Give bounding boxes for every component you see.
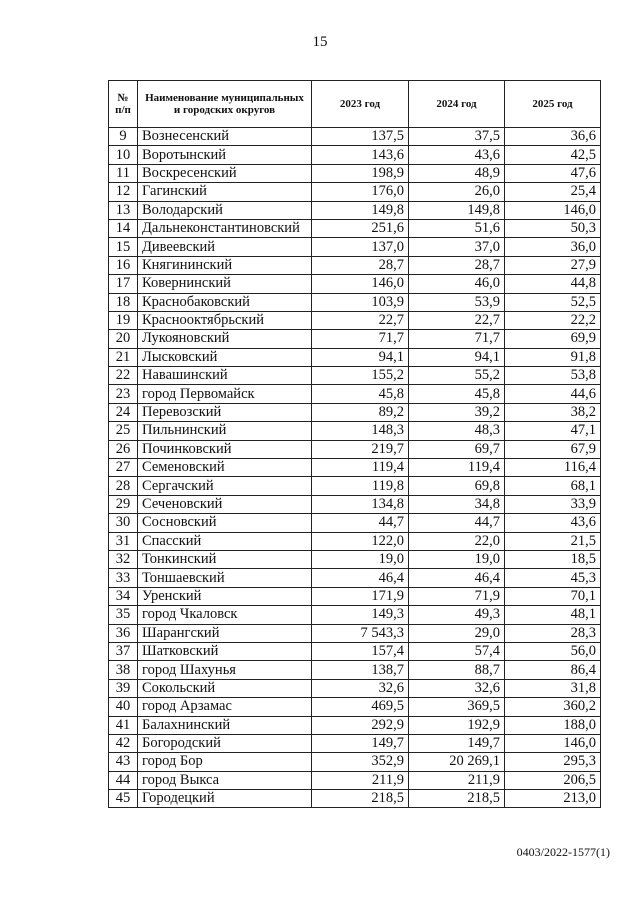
cell-2024: 119,4 — [409, 459, 505, 477]
cell-2025: 21,5 — [505, 532, 601, 550]
cell-2025: 295,3 — [505, 753, 601, 771]
cell-2025: 31,8 — [505, 679, 601, 697]
cell-2025: 45,3 — [505, 569, 601, 587]
cell-2023: 119,4 — [312, 459, 409, 477]
cell-2023: 149,8 — [312, 201, 409, 219]
table-row — [109, 146, 601, 164]
cell-name: город Первомайск — [138, 385, 312, 403]
cell-2025: 146,0 — [505, 201, 601, 219]
cell-2023: 149,3 — [312, 606, 409, 624]
cell-2023: 89,2 — [312, 403, 409, 421]
table-row — [109, 790, 601, 808]
page-number: 15 — [312, 34, 328, 50]
cell-2024: 45,8 — [409, 385, 505, 403]
cell-name: город Шахунья — [138, 661, 312, 679]
table-header-row — [109, 81, 601, 128]
cell-2024: 88,7 — [409, 661, 505, 679]
cell-2024: 19,0 — [409, 550, 505, 568]
cell-2025: 116,4 — [505, 459, 601, 477]
cell-2024: 149,7 — [409, 734, 505, 752]
cell-2025: 213,0 — [505, 790, 601, 808]
cell-num: 45 — [109, 790, 138, 808]
cell-2023: 137,5 — [312, 128, 409, 146]
cell-num: 15 — [109, 238, 138, 256]
cell-name: Володарский — [138, 201, 312, 219]
cell-name: Воротынский — [138, 146, 312, 164]
cell-num: 10 — [109, 146, 138, 164]
header-2024: 2024 год — [409, 81, 505, 128]
cell-2024: 211,9 — [409, 771, 505, 789]
document-code: 0403/2022-1577(1) — [516, 845, 610, 859]
cell-2025: 47,1 — [505, 422, 601, 440]
cell-2024: 39,2 — [409, 403, 505, 421]
table-row — [109, 201, 601, 219]
cell-2025: 44,6 — [505, 385, 601, 403]
cell-2023: 71,7 — [312, 330, 409, 348]
cell-2025: 67,9 — [505, 440, 601, 458]
cell-2023: 138,7 — [312, 661, 409, 679]
cell-name: Шатковский — [138, 642, 312, 660]
cell-2024: 57,4 — [409, 642, 505, 660]
cell-2024: 22,7 — [409, 311, 505, 329]
table-row — [109, 330, 601, 348]
cell-2023: 19,0 — [312, 550, 409, 568]
cell-name: Починковский — [138, 440, 312, 458]
cell-2023: 171,9 — [312, 587, 409, 605]
table-row — [109, 495, 601, 513]
cell-num: 11 — [109, 164, 138, 182]
cell-num: 22 — [109, 367, 138, 385]
table-row — [109, 771, 601, 789]
cell-name: Гагинский — [138, 183, 312, 201]
cell-2024: 69,7 — [409, 440, 505, 458]
cell-2023: 148,3 — [312, 422, 409, 440]
table-row — [109, 661, 601, 679]
cell-name: Балахнинский — [138, 716, 312, 734]
cell-num: 41 — [109, 716, 138, 734]
table-row — [109, 716, 601, 734]
cell-num: 19 — [109, 311, 138, 329]
cell-2025: 38,2 — [505, 403, 601, 421]
table-row — [109, 459, 601, 477]
cell-name: Лукояновский — [138, 330, 312, 348]
table-row — [109, 385, 601, 403]
cell-num: 33 — [109, 569, 138, 587]
cell-name: Сергачский — [138, 477, 312, 495]
cell-2024: 94,1 — [409, 348, 505, 366]
cell-num: 38 — [109, 661, 138, 679]
cell-2025: 70,1 — [505, 587, 601, 605]
table-row — [109, 183, 601, 201]
table-row — [109, 403, 601, 421]
cell-name: город Бор — [138, 753, 312, 771]
cell-2025: 68,1 — [505, 477, 601, 495]
cell-2024: 369,5 — [409, 698, 505, 716]
cell-2023: 28,7 — [312, 256, 409, 274]
cell-2023: 149,7 — [312, 734, 409, 752]
cell-2025: 360,2 — [505, 698, 601, 716]
cell-2024: 48,9 — [409, 164, 505, 182]
cell-num: 26 — [109, 440, 138, 458]
cell-num: 14 — [109, 219, 138, 237]
cell-2023: 157,4 — [312, 642, 409, 660]
cell-2023: 122,0 — [312, 532, 409, 550]
cell-2023: 134,8 — [312, 495, 409, 513]
table-row — [109, 311, 601, 329]
cell-2025: 36,0 — [505, 238, 601, 256]
cell-name: город Арзамас — [138, 698, 312, 716]
cell-num: 29 — [109, 495, 138, 513]
cell-2024: 71,7 — [409, 330, 505, 348]
table-row — [109, 293, 601, 311]
table-row — [109, 624, 601, 642]
cell-name: Тонкинский — [138, 550, 312, 568]
table-row — [109, 753, 601, 771]
cell-name: Богородский — [138, 734, 312, 752]
cell-num: 25 — [109, 422, 138, 440]
cell-2025: 42,5 — [505, 146, 601, 164]
header-2023: 2023 год — [312, 81, 409, 128]
cell-num: 36 — [109, 624, 138, 642]
cell-2024: 49,3 — [409, 606, 505, 624]
cell-num: 43 — [109, 753, 138, 771]
cell-name: Шарангский — [138, 624, 312, 642]
table-row — [109, 477, 601, 495]
cell-2025: 69,9 — [505, 330, 601, 348]
cell-num: 42 — [109, 734, 138, 752]
table-row — [109, 642, 601, 660]
cell-2023: 155,2 — [312, 367, 409, 385]
cell-2025: 44,8 — [505, 275, 601, 293]
cell-2024: 34,8 — [409, 495, 505, 513]
cell-2024: 44,7 — [409, 514, 505, 532]
table-row — [109, 348, 601, 366]
cell-2025: 206,5 — [505, 771, 601, 789]
cell-num: 37 — [109, 642, 138, 660]
cell-2024: 37,5 — [409, 128, 505, 146]
cell-name: город Выкса — [138, 771, 312, 789]
cell-num: 39 — [109, 679, 138, 697]
cell-num: 34 — [109, 587, 138, 605]
cell-num: 18 — [109, 293, 138, 311]
cell-2024: 149,8 — [409, 201, 505, 219]
cell-num: 17 — [109, 275, 138, 293]
cell-2024: 28,7 — [409, 256, 505, 274]
table-row — [109, 238, 601, 256]
cell-num: 32 — [109, 550, 138, 568]
cell-num: 12 — [109, 183, 138, 201]
cell-2025: 36,6 — [505, 128, 601, 146]
cell-name: Городецкий — [138, 790, 312, 808]
cell-2025: 28,3 — [505, 624, 601, 642]
cell-2025: 52,5 — [505, 293, 601, 311]
cell-name: Уренский — [138, 587, 312, 605]
cell-2023: 103,9 — [312, 293, 409, 311]
table-row — [109, 734, 601, 752]
cell-2024: 43,6 — [409, 146, 505, 164]
cell-2024: 32,6 — [409, 679, 505, 697]
table-row — [109, 532, 601, 550]
cell-2023: 7 543,3 — [312, 624, 409, 642]
cell-num: 20 — [109, 330, 138, 348]
cell-2023: 198,9 — [312, 164, 409, 182]
table-row — [109, 219, 601, 237]
cell-2024: 218,5 — [409, 790, 505, 808]
cell-2023: 352,9 — [312, 753, 409, 771]
cell-2024: 69,8 — [409, 477, 505, 495]
cell-2024: 46,4 — [409, 569, 505, 587]
cell-num: 44 — [109, 771, 138, 789]
cell-2025: 33,9 — [505, 495, 601, 513]
cell-2023: 218,5 — [312, 790, 409, 808]
cell-name: Дивеевский — [138, 238, 312, 256]
cell-2023: 211,9 — [312, 771, 409, 789]
cell-2024: 51,6 — [409, 219, 505, 237]
cell-2023: 176,0 — [312, 183, 409, 201]
cell-2023: 46,4 — [312, 569, 409, 587]
cell-2025: 188,0 — [505, 716, 601, 734]
table-row — [109, 550, 601, 568]
cell-2023: 292,9 — [312, 716, 409, 734]
cell-2025: 48,1 — [505, 606, 601, 624]
cell-name: Тоншаевский — [138, 569, 312, 587]
cell-name: Ковернинский — [138, 275, 312, 293]
cell-2024: 29,0 — [409, 624, 505, 642]
cell-name: Сокольский — [138, 679, 312, 697]
cell-num: 31 — [109, 532, 138, 550]
cell-2023: 143,6 — [312, 146, 409, 164]
cell-2023: 146,0 — [312, 275, 409, 293]
table-row — [109, 679, 601, 697]
cell-2023: 94,1 — [312, 348, 409, 366]
cell-2024: 22,0 — [409, 532, 505, 550]
table-row — [109, 275, 601, 293]
cell-name: Сосновский — [138, 514, 312, 532]
cell-name: Вознесенский — [138, 128, 312, 146]
header-name: Наименование муниципальных и городских округов — [138, 81, 312, 128]
cell-name: Дальнеконстантиновский — [138, 219, 312, 237]
cell-num: 30 — [109, 514, 138, 532]
cell-num: 35 — [109, 606, 138, 624]
table-row — [109, 367, 601, 385]
cell-num: 16 — [109, 256, 138, 274]
cell-name: Княгининский — [138, 256, 312, 274]
cell-2025: 50,3 — [505, 219, 601, 237]
cell-name: Семеновский — [138, 459, 312, 477]
cell-num: 24 — [109, 403, 138, 421]
table-row — [109, 164, 601, 182]
cell-2024: 46,0 — [409, 275, 505, 293]
cell-name: город Чкаловск — [138, 606, 312, 624]
cell-2024: 192,9 — [409, 716, 505, 734]
header-num: № п/п — [109, 81, 138, 128]
cell-num: 21 — [109, 348, 138, 366]
cell-name: Перевозский — [138, 403, 312, 421]
table-row — [109, 422, 601, 440]
cell-2023: 32,6 — [312, 679, 409, 697]
cell-num: 27 — [109, 459, 138, 477]
cell-name: Спасский — [138, 532, 312, 550]
cell-num: 23 — [109, 385, 138, 403]
table-row — [109, 440, 601, 458]
table-row — [109, 606, 601, 624]
cell-2023: 137,0 — [312, 238, 409, 256]
cell-2024: 71,9 — [409, 587, 505, 605]
cell-2025: 18,5 — [505, 550, 601, 568]
cell-2025: 56,0 — [505, 642, 601, 660]
cell-num: 40 — [109, 698, 138, 716]
cell-2024: 55,2 — [409, 367, 505, 385]
cell-2023: 22,7 — [312, 311, 409, 329]
cell-2023: 45,8 — [312, 385, 409, 403]
data-table — [108, 80, 601, 808]
cell-2024: 26,0 — [409, 183, 505, 201]
cell-2023: 219,7 — [312, 440, 409, 458]
cell-num: 13 — [109, 201, 138, 219]
table-body — [109, 128, 601, 808]
table-row — [109, 514, 601, 532]
cell-2025: 43,6 — [505, 514, 601, 532]
cell-2023: 251,6 — [312, 219, 409, 237]
table-row — [109, 698, 601, 716]
table-row — [109, 256, 601, 274]
cell-2024: 53,9 — [409, 293, 505, 311]
cell-2025: 53,8 — [505, 367, 601, 385]
cell-num: 28 — [109, 477, 138, 495]
cell-2023: 119,8 — [312, 477, 409, 495]
cell-name: Воскресенский — [138, 164, 312, 182]
cell-name: Краснобаковский — [138, 293, 312, 311]
cell-name: Краснооктябрьский — [138, 311, 312, 329]
cell-name: Лысковский — [138, 348, 312, 366]
cell-2025: 25,4 — [505, 183, 601, 201]
cell-2025: 86,4 — [505, 661, 601, 679]
cell-name: Пильнинский — [138, 422, 312, 440]
cell-name: Сеченовский — [138, 495, 312, 513]
cell-2024: 48,3 — [409, 422, 505, 440]
header-2025: 2025 год — [505, 81, 601, 128]
cell-num: 9 — [109, 128, 138, 146]
table-row — [109, 587, 601, 605]
cell-2025: 22,2 — [505, 311, 601, 329]
cell-2025: 91,8 — [505, 348, 601, 366]
cell-2025: 146,0 — [505, 734, 601, 752]
cell-2023: 469,5 — [312, 698, 409, 716]
table-row — [109, 569, 601, 587]
cell-2024: 37,0 — [409, 238, 505, 256]
cell-2025: 47,6 — [505, 164, 601, 182]
table-row — [109, 128, 601, 146]
cell-2025: 27,9 — [505, 256, 601, 274]
cell-name: Навашинский — [138, 367, 312, 385]
cell-2024: 20 269,1 — [409, 753, 505, 771]
cell-2023: 44,7 — [312, 514, 409, 532]
